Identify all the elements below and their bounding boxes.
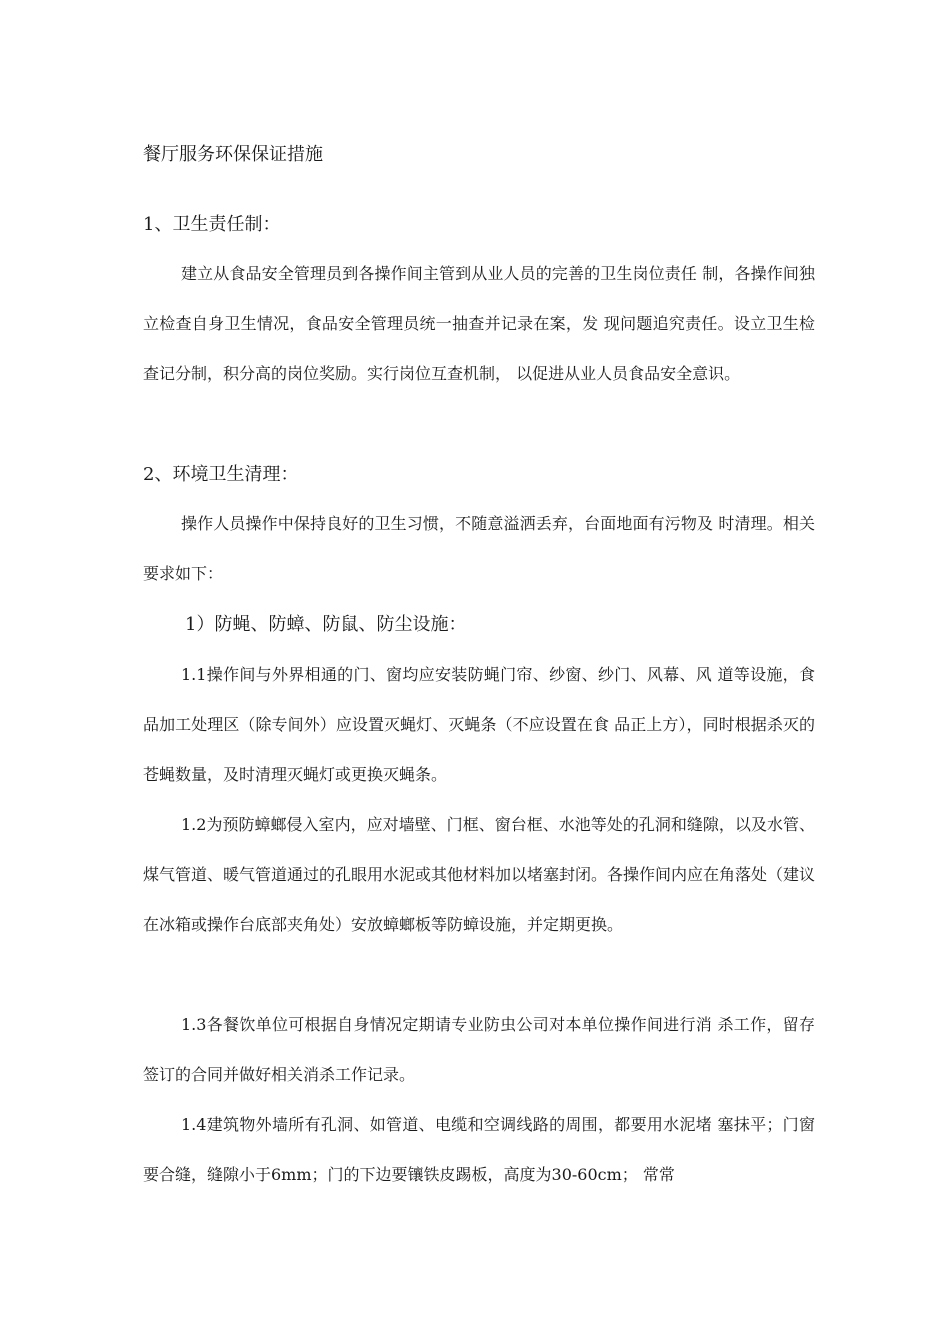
list-item-1-3: 1.3各餐饮单位可根据自身情况定期请专业防虫公司对本单位操作间进行消 杀工作，留存签订的合同并做好相关消杀工作记录。: [143, 1015, 815, 1084]
list-item-1-1: 1.1操作间与外界相通的门、窗均应安装防蝇门帘、纱窗、纱门、风幕、风 道等设施，食品加工处理区（除专间外）应设置灭蝇灯、灭蝇条（不应设置在食 品正上方），同时根据杀灭的苍蝇数量，及时清理灭蝇灯或更换灭蝇条。: [143, 665, 815, 784]
list-item-1-4: 1.4建筑物外墙所有孔洞、如管道、电缆和空调线路的周围，都要用水泥堵 塞抹平；门窗要合缝，缝隙小于6mm；门的下边要镶铁皮踢板，高度为30-60cm； 常常: [143, 1115, 815, 1184]
paragraph-environment-cleaning: 操作人员操作中保持良好的卫生习惯，不随意溢洒丢弃，台面地面有污物及 时清理。相关要求如下：: [143, 514, 815, 583]
paragraph-hygiene-responsibility: 建立从食品安全管理员到各操作间主管到从业人员的完善的卫生岗位责任 制，各操作间独立检查自身卫生情况，食品安全管理员统一抽查并记录在案，发 现问题追究责任。设立卫生检查记分制，积分高的岗位奖励。实行岗位互查机制， 以促进从业人员食品安全意识。: [143, 264, 815, 383]
list-item-1-2: 1.2为预防蟑螂侵入室内，应对墙壁、门框、窗台框、水池等处的孔洞和缝隙，以及水管、煤气管道、暖气管道通过的孔眼用水泥或其他材料加以堵塞封闭。各操作间内应在角落处（建议在冰箱或操作台底部夹角处）安放蟑螂板等防蟑设施，并定期更换。: [143, 815, 816, 934]
document-title: 餐厅服务环保保证措施: [143, 144, 323, 165]
section-heading-hygiene-responsibility: 1、卫生责任制：: [143, 214, 281, 235]
subsection-heading-pest-control: 1）防蝇、防蟑、防鼠、防尘设施：: [185, 614, 467, 635]
section-heading-environment-cleaning: 2、环境卫生清理：: [143, 464, 299, 485]
